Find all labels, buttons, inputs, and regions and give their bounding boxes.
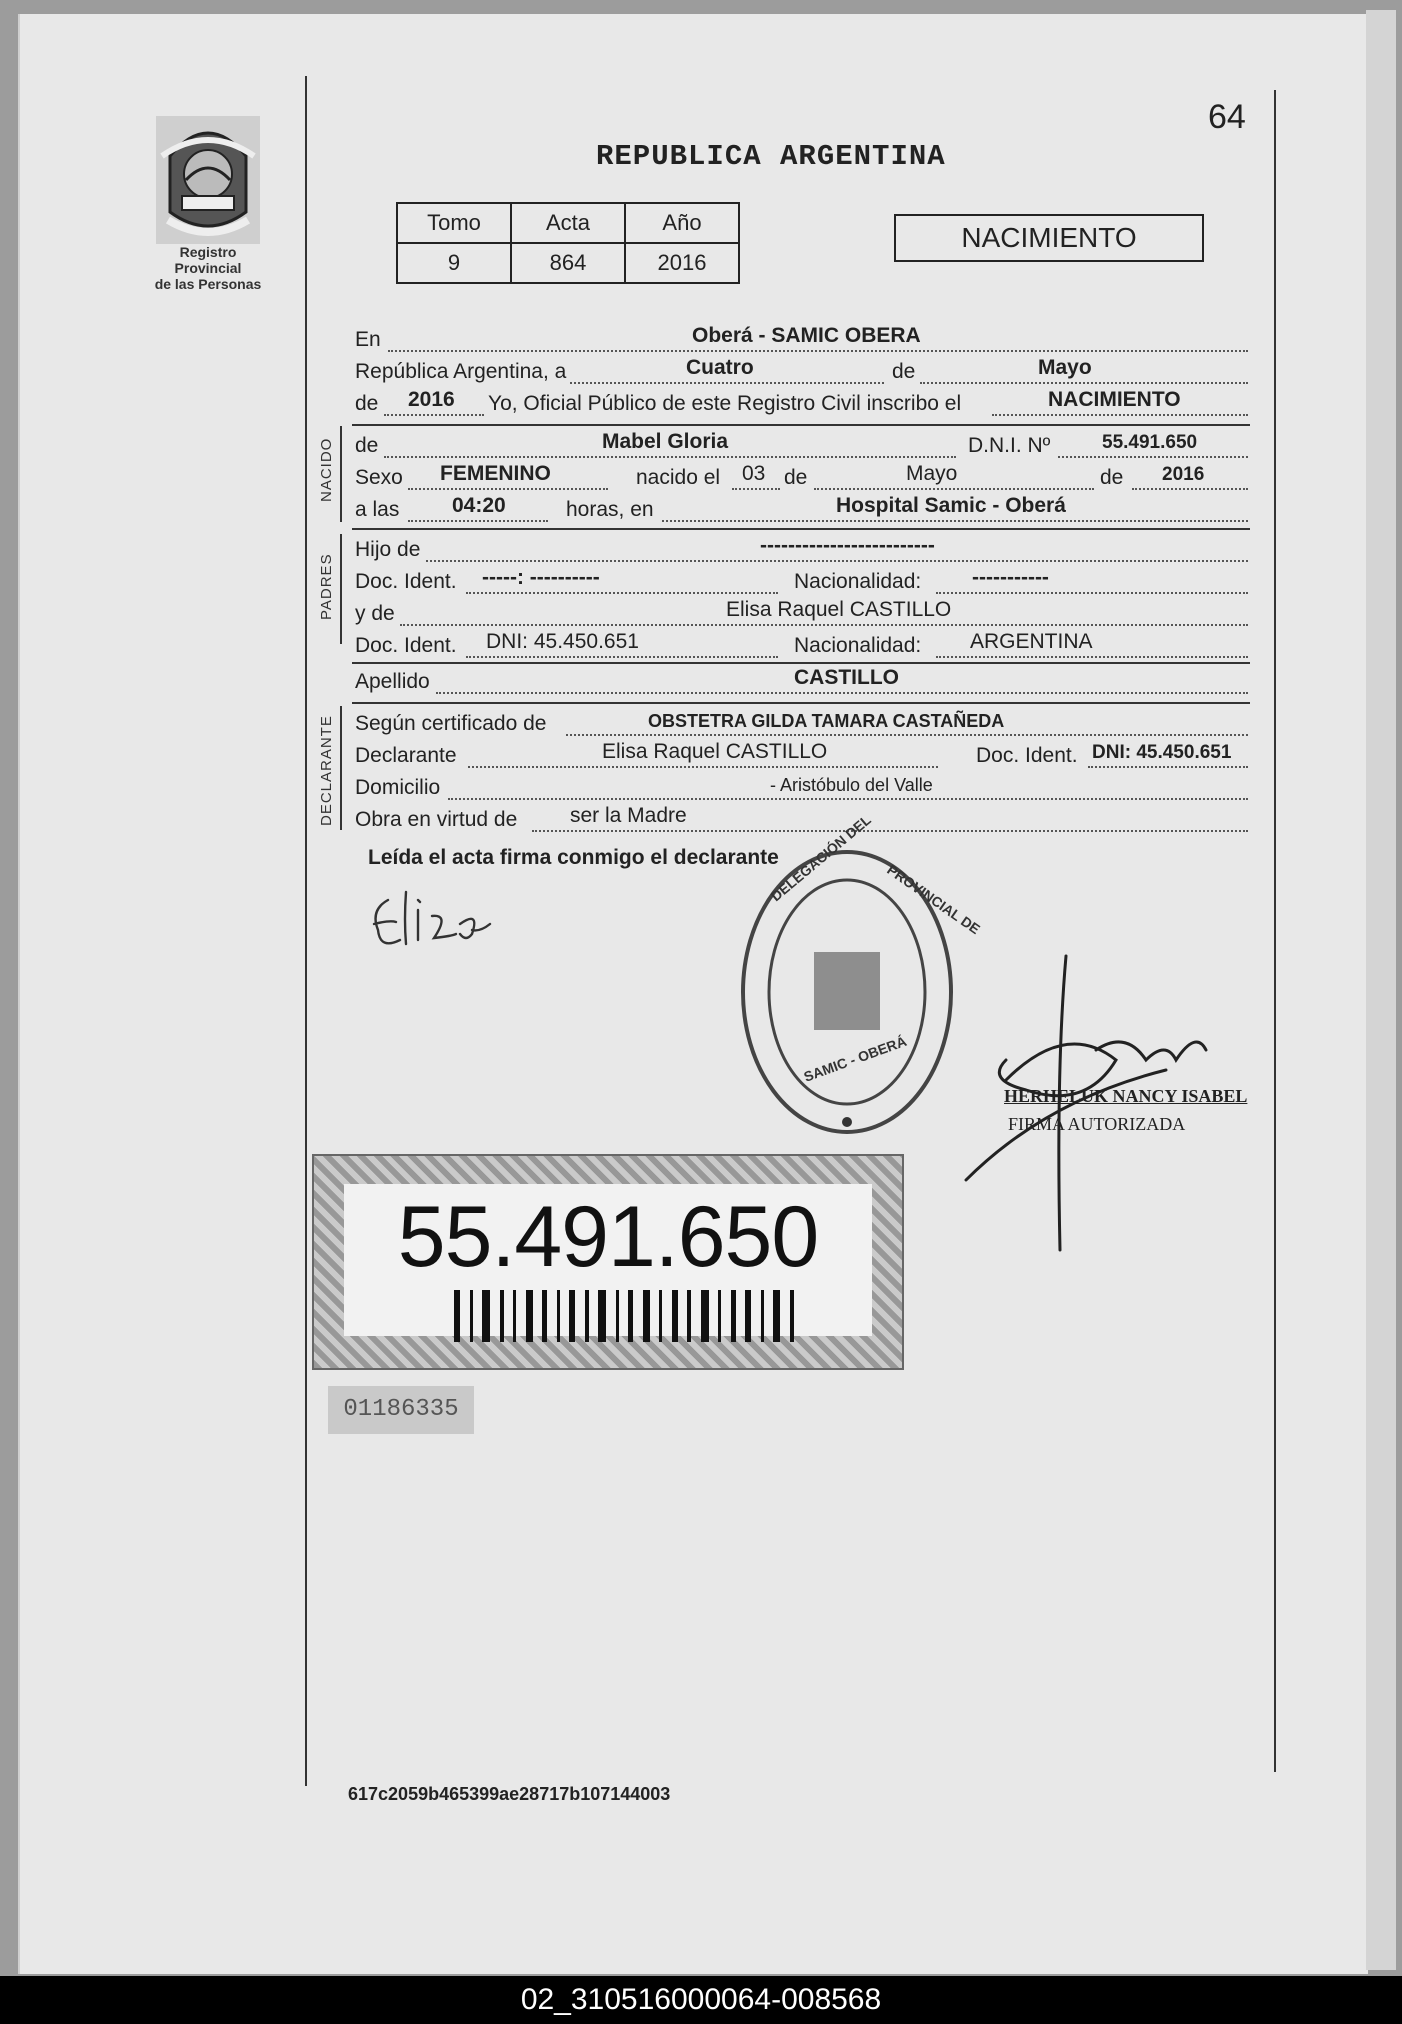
label-de2: de <box>355 392 379 415</box>
left-margin-line <box>305 76 307 1786</box>
svg-text:DELEGACIÓN DEL: DELEGACIÓN DEL <box>767 811 874 905</box>
barcode-bar <box>598 1290 606 1342</box>
label-nacido-el: nacido el <box>636 466 721 489</box>
official-role: FIRMA AUTORIZADA <box>1008 1114 1186 1134</box>
section-label-declarante: DECLARANTE <box>318 715 335 826</box>
barcode-bars <box>454 1290 794 1342</box>
label-doc2: Doc. Ident. <box>355 634 457 657</box>
record-type-box: NACIMIENTO <box>894 214 1204 262</box>
value-docid: DNI: 45.450.651 <box>1092 742 1232 763</box>
document-title: REPUBLICA ARGENTINA <box>596 140 946 173</box>
barcode-bar <box>454 1290 460 1342</box>
value-en: Oberá - SAMIC OBERA <box>692 324 921 347</box>
page-number: 64 <box>1208 98 1246 136</box>
document-hash: 617c2059b465399ae28717b107144003 <box>348 1784 671 1804</box>
official-stamp <box>736 811 984 1147</box>
label-de: de <box>892 360 916 383</box>
barcode-bar <box>557 1290 560 1342</box>
barcode-number: 55.491.650 <box>397 1189 819 1285</box>
value-birth-place: Hospital Samic - Oberá <box>836 494 1066 517</box>
label-apellido: Apellido <box>355 670 430 693</box>
value-day: Cuatro <box>686 356 754 379</box>
official-name: HERHELUK NANCY ISABEL <box>1004 1086 1248 1106</box>
barcode-bar <box>672 1290 678 1342</box>
label-republica: República Argentina, a <box>355 360 567 383</box>
row-hijo <box>352 534 1248 564</box>
value-time: 04:20 <box>452 494 506 517</box>
row-nacido-name <box>352 430 1248 460</box>
label-hijo: Hijo de <box>355 538 421 561</box>
barcode-bar <box>701 1290 709 1342</box>
value-hijo: ------------------------- <box>760 534 935 557</box>
divider-apellido <box>352 662 1250 664</box>
value-birth-day: 03 <box>742 462 766 485</box>
dni-barcode-label <box>312 1154 904 1370</box>
value-doc1: -----: ---------- <box>482 566 600 589</box>
label-certificado: Según certificado de <box>355 712 547 735</box>
row-domicilio <box>352 772 1248 802</box>
value-year: 2016 <box>408 388 455 411</box>
barcode-bar <box>526 1290 533 1342</box>
barcode-bar <box>585 1290 589 1342</box>
label-a-las: a las <box>355 498 400 521</box>
ref-value-anio: 2016 <box>625 243 739 283</box>
label-nac1: Nacionalidad: <box>794 570 922 593</box>
barcode-bar <box>718 1290 721 1342</box>
row-obra <box>352 804 1248 834</box>
stamp-seal-icon <box>736 811 984 1142</box>
row-en <box>352 324 1248 354</box>
row-madre <box>352 598 1248 628</box>
row-sexo <box>352 462 1248 492</box>
value-birth-year: 2016 <box>1162 464 1205 485</box>
divider-padres <box>352 528 1250 530</box>
value-inscribo: NACIMIENTO <box>1048 388 1181 411</box>
value-nac1: ----------- <box>972 566 1049 589</box>
barcode-bar <box>761 1290 764 1342</box>
label-domicilio: Domicilio <box>355 776 441 799</box>
label-nac2: Nacionalidad: <box>794 634 922 657</box>
value-obra: ser la Madre <box>570 804 687 827</box>
value-certificado: OBSTETRA GILDA TAMARA CASTAÑEDA <box>648 711 1005 731</box>
barcode-bar <box>659 1290 662 1342</box>
row-apellido <box>352 666 1248 696</box>
ref-value-tomo: 9 <box>397 243 511 283</box>
ref-header-acta: Acta <box>511 203 625 243</box>
province-seal-icon <box>156 116 260 244</box>
section-label-padres: PADRES <box>318 553 335 620</box>
row-hora <box>352 494 1248 524</box>
label-dni: D.N.I. Nº <box>968 434 1051 457</box>
row-yo <box>352 388 1248 418</box>
label-declarante: Declarante <box>355 744 457 767</box>
svg-text:SAMIC - OBERÁ: SAMIC - OBERÁ <box>801 1032 909 1085</box>
divider-nacido <box>352 424 1250 426</box>
row-republica <box>352 356 1248 386</box>
barcode-bar <box>745 1290 751 1342</box>
barcode-bar <box>628 1290 633 1342</box>
page-edge <box>1366 10 1396 1970</box>
closing-text: Leída el acta firma conmigo el declarante <box>368 846 779 869</box>
barcode-bar <box>542 1290 547 1342</box>
section-label-nacido: NACIDO <box>318 437 335 502</box>
label-sexo: Sexo <box>355 466 403 489</box>
barcode-bar <box>790 1290 794 1342</box>
footer-file-code: 02_310516000064-008568 <box>0 1976 1402 2024</box>
value-madre: Elisa Raquel CASTILLO <box>726 598 952 621</box>
ref-header-anio: Año <box>625 203 739 243</box>
value-declarante: Elisa Raquel CASTILLO <box>602 740 828 763</box>
label-docid: Doc. Ident. <box>976 744 1078 767</box>
value-birth-month: Mayo <box>906 462 958 485</box>
label-obra: Obra en virtud de <box>355 808 518 831</box>
right-margin-line <box>1274 90 1276 1772</box>
barcode-bar <box>569 1290 575 1342</box>
barcode-bar <box>773 1290 780 1342</box>
value-month: Mayo <box>1038 356 1092 379</box>
value-sexo: FEMENINO <box>440 462 551 485</box>
ref-header-tomo: Tomo <box>397 203 511 243</box>
value-apellido: CASTILLO <box>794 666 899 689</box>
divider-declarante <box>352 702 1250 704</box>
barcode-bar <box>643 1290 650 1342</box>
logo-line-1: Registro Provincial <box>174 244 242 276</box>
barcode-bar <box>482 1290 490 1342</box>
svg-text:PROVINCIAL DE: PROVINCIAL DE <box>884 861 984 938</box>
row-declarante <box>352 740 1248 770</box>
declarant-signature <box>360 880 500 970</box>
label-horas: horas, en <box>566 498 654 521</box>
barcode-bar <box>731 1290 736 1342</box>
ref-value-acta: 864 <box>511 243 625 283</box>
label-yo: Yo, Oficial Público de este Registro Civil inscribo el <box>488 392 962 415</box>
barcode-bar <box>470 1290 473 1342</box>
row-doc1 <box>352 566 1248 596</box>
value-child-name: Mabel Gloria <box>602 430 729 453</box>
value-dni: 55.491.650 <box>1102 432 1198 453</box>
reference-table <box>396 202 740 284</box>
barcode-bar <box>616 1290 619 1342</box>
label-nacido-de: de <box>355 434 379 457</box>
serial-number: 01186335 <box>328 1386 474 1434</box>
label-y-de: y de <box>355 602 395 625</box>
value-doc2: DNI: 45.450.651 <box>486 630 639 653</box>
logo-line-2: de las Personas <box>154 276 262 292</box>
value-nac2: ARGENTINA <box>970 630 1093 653</box>
registry-logo <box>150 116 266 292</box>
label-en: En <box>355 328 381 351</box>
label-birth-de: de <box>784 466 808 489</box>
label-doc1: Doc. Ident. <box>355 570 457 593</box>
label-birth-de2: de <box>1100 466 1124 489</box>
row-doc2 <box>352 630 1248 660</box>
value-domicilio: - Aristóbulo del Valle <box>770 775 933 795</box>
row-certificado <box>352 708 1248 738</box>
barcode-bar <box>687 1290 691 1342</box>
barcode-bar <box>500 1290 504 1342</box>
barcode-bar <box>513 1290 516 1342</box>
